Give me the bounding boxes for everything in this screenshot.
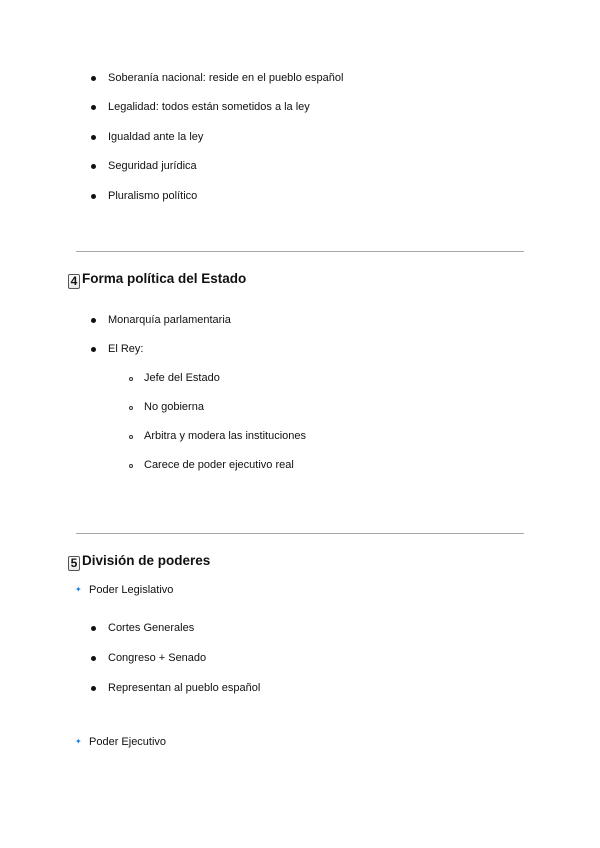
section-4-title: Forma política del Estado: [82, 271, 247, 286]
divider: [76, 533, 524, 534]
keycap-number-icon: 5: [68, 556, 80, 571]
circle-bullet-icon: [129, 464, 133, 468]
bullet-icon: [91, 164, 96, 169]
sub-list-item: Arbitra y modera las instituciones: [144, 430, 307, 442]
list-item: Congreso + Senado: [108, 652, 207, 664]
list-item: Representan al pueblo español: [108, 682, 261, 694]
diamond-bullet-icon: ✦: [75, 585, 82, 594]
list-item: Monarquía parlamentaria: [108, 314, 231, 326]
bullet-icon: [91, 135, 96, 140]
bullet-icon: [91, 686, 96, 691]
circle-bullet-icon: [129, 377, 133, 381]
bullet-icon: [91, 626, 96, 631]
sub-list-item: Carece de poder ejecutivo real: [144, 459, 294, 471]
list-item: Igualdad ante la ley: [108, 131, 204, 143]
circle-bullet-icon: [129, 435, 133, 439]
diamond-bullet-icon: ✦: [75, 737, 82, 746]
section-5-heading: [68, 552, 210, 571]
executive-label: Poder Ejecutivo: [89, 736, 167, 748]
list-item: Seguridad jurídica: [108, 160, 197, 172]
circle-bullet-icon: [129, 406, 133, 410]
divider: [76, 251, 524, 252]
section-5-title: División de poderes: [82, 553, 211, 568]
list-item: El Rey:: [108, 343, 144, 355]
section-4-heading: [68, 270, 246, 289]
bullet-icon: [91, 656, 96, 661]
sub-list-item: Jefe del Estado: [144, 372, 220, 384]
list-item: Legalidad: todos están sometidos a la ley: [108, 101, 310, 113]
bullet-icon: [91, 76, 96, 81]
bullet-icon: [91, 347, 96, 352]
legislative-label: Poder Legislativo: [89, 584, 174, 596]
bullet-icon: [91, 105, 96, 110]
bullet-icon: [91, 318, 96, 323]
bullet-icon: [91, 194, 96, 199]
list-item: Soberanía nacional: reside en el pueblo español: [108, 72, 344, 84]
list-item: Pluralismo político: [108, 190, 198, 202]
keycap-number-icon: 4: [68, 274, 80, 289]
list-item: Cortes Generales: [108, 622, 195, 634]
sub-list-item: No gobierna: [144, 401, 204, 413]
